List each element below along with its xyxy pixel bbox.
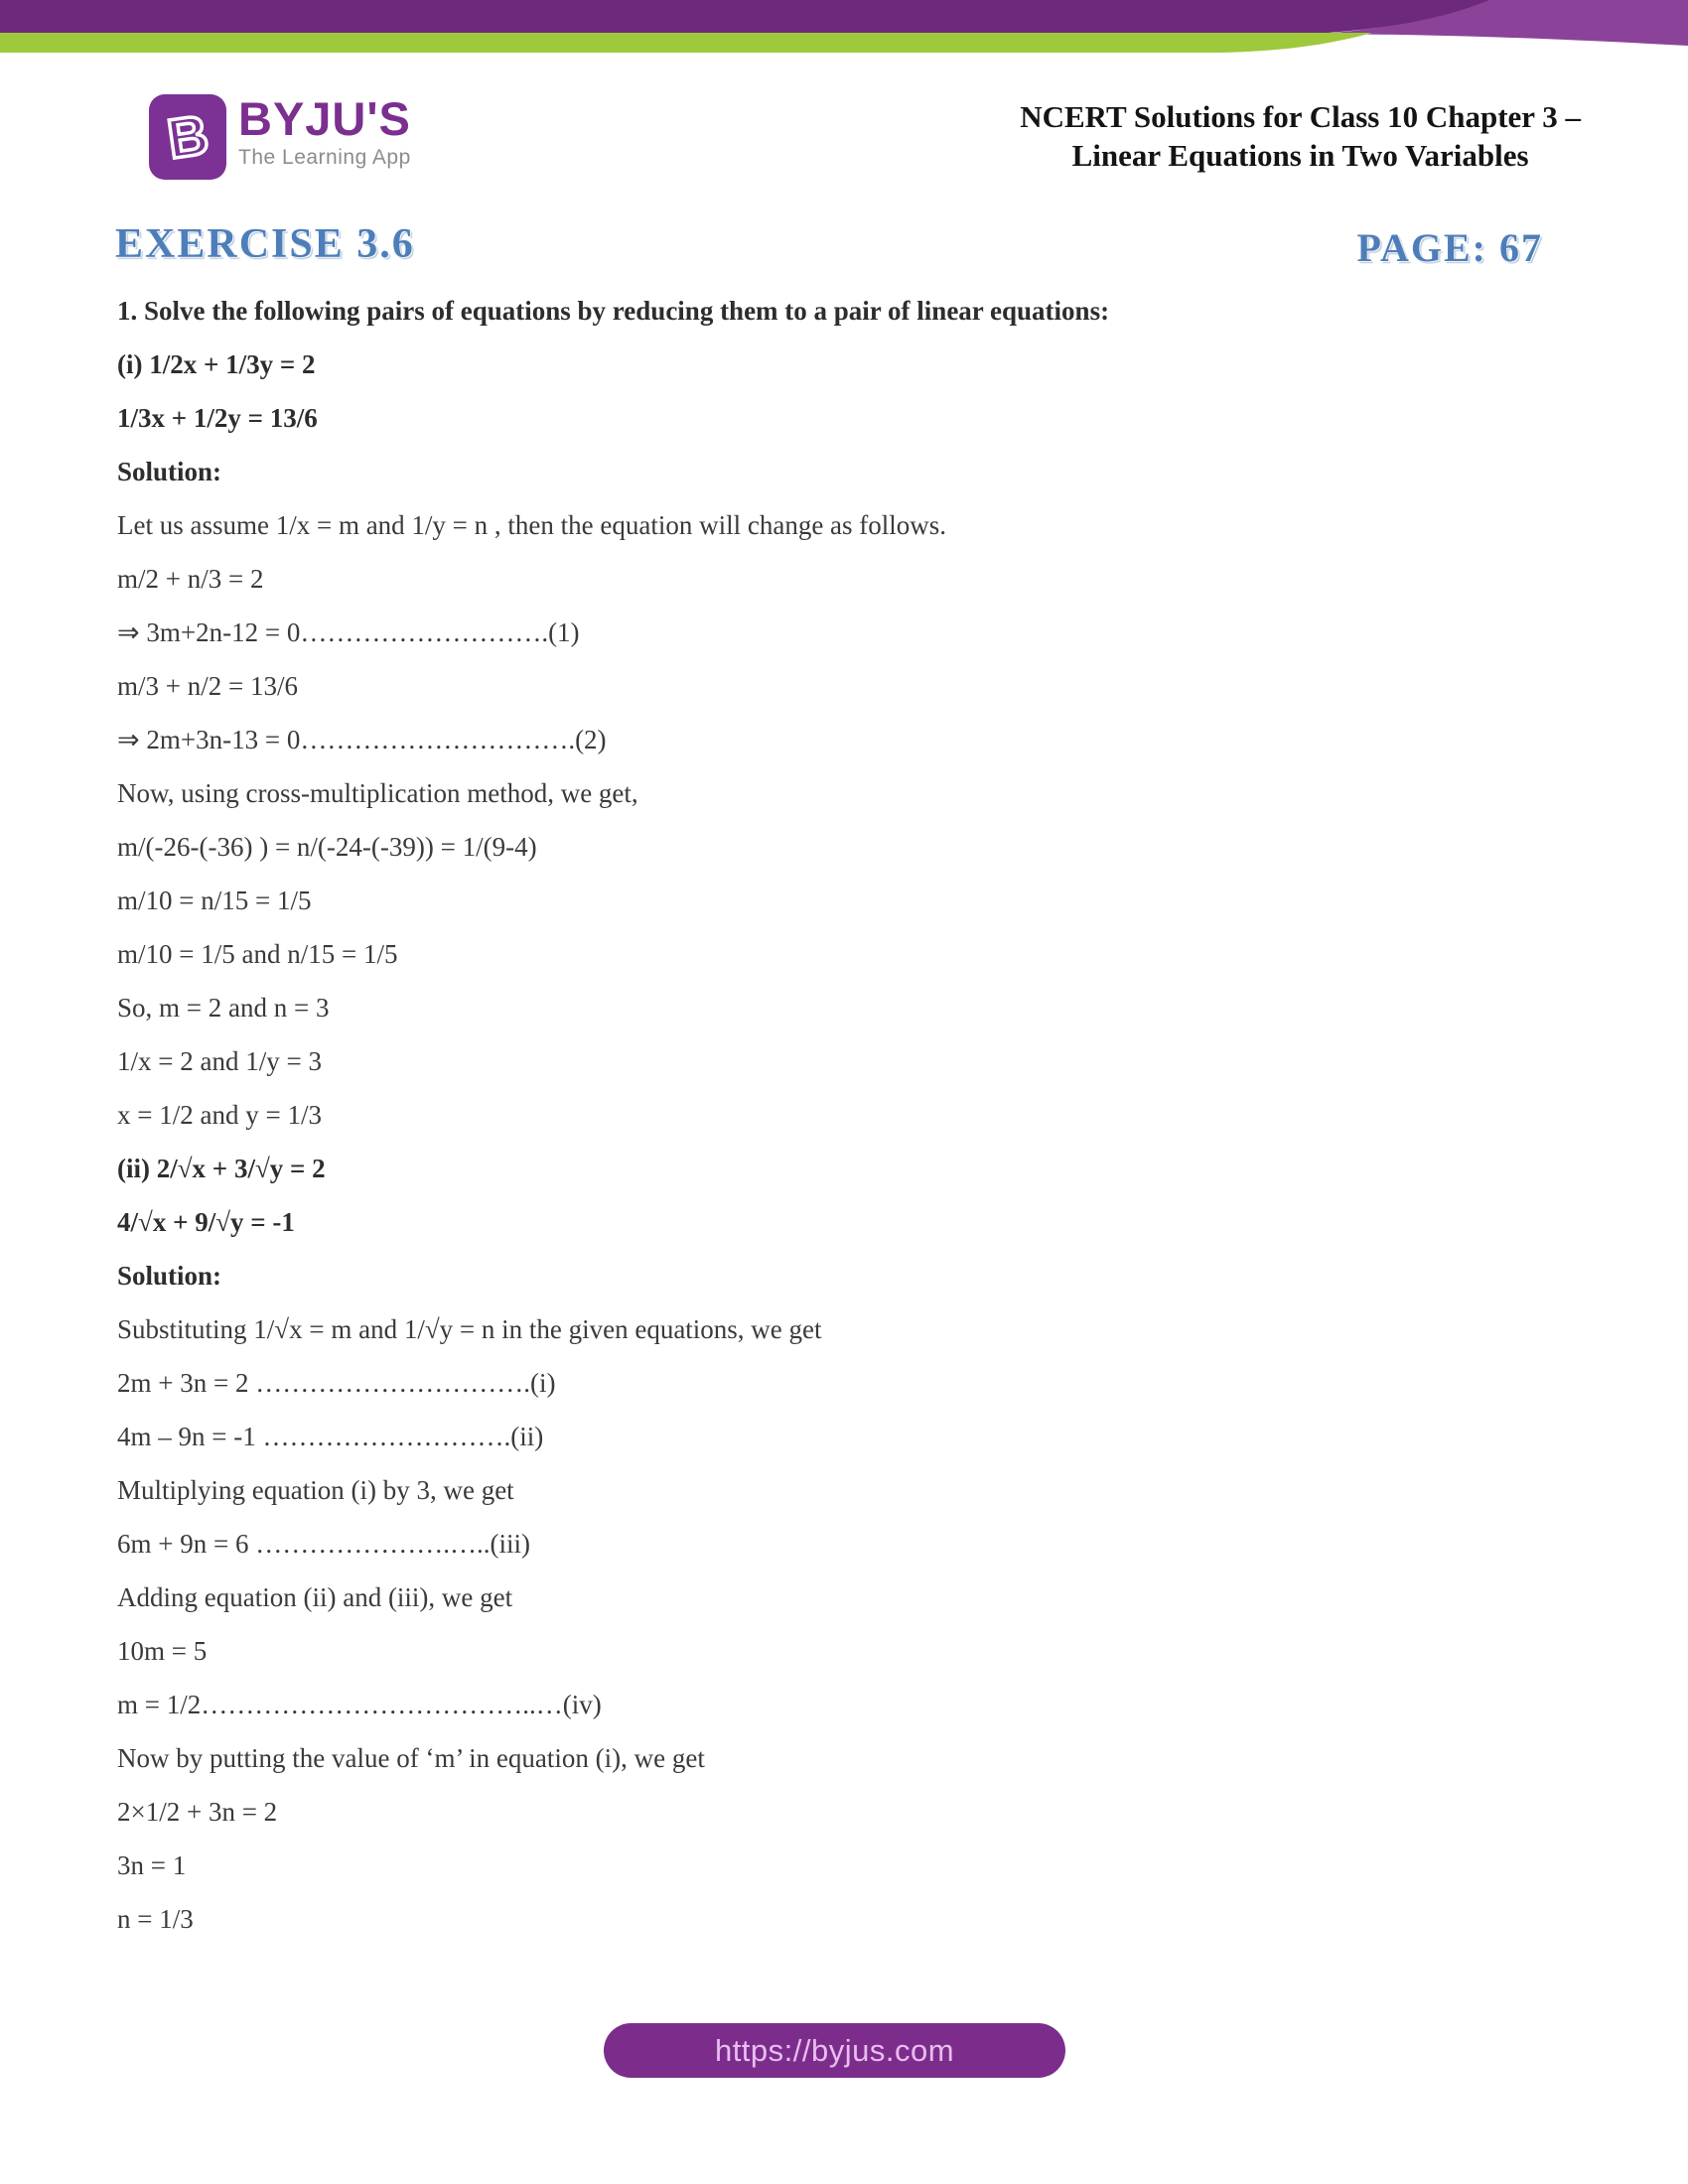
- brand-tagline: The Learning App: [238, 146, 411, 169]
- byjus-url-button[interactable]: https://byjus.com: [604, 2023, 1065, 2078]
- solution-line: 4/√x + 9/√y = -1: [117, 1207, 295, 1237]
- solution-line: (ii) 2/√x + 3/√y = 2: [117, 1154, 326, 1183]
- solution-line: Let us assume 1/x = m and 1/y = n , then the equation will change as follows.: [117, 510, 947, 540]
- solution-line: 1. Solve the following pairs of equations by reducing them to a pair of linear equations:: [117, 296, 1110, 326]
- solution-line: Adding equation (ii) and (iii), we get: [117, 1582, 513, 1612]
- solution-line: 1/x = 2 and 1/y = 3: [117, 1046, 322, 1076]
- solution-line: Multiplying equation (i) by 3, we get: [117, 1475, 514, 1505]
- solution-line: Solution:: [117, 457, 222, 486]
- solution-line: x = 1/2 and y = 1/3: [117, 1100, 322, 1130]
- solution-line: Solution:: [117, 1261, 222, 1291]
- solution-line: Now by putting the value of ‘m’ in equation (i), we get: [117, 1743, 705, 1773]
- solution-line: ⇒ 2m+3n-13 = 0………………………….(2): [117, 725, 607, 754]
- brand-name: BYJU'S: [238, 92, 411, 145]
- solution-line: 1/3x + 1/2y = 13/6: [117, 403, 318, 433]
- solution-line: m/(-26-(-36) ) = n/(-24-(-39)) = 1/(9-4): [117, 832, 537, 862]
- byjus-logo: [149, 94, 411, 180]
- document-title: [1020, 97, 1581, 175]
- solution-line: 2m + 3n = 2 ………………………….(i): [117, 1368, 556, 1398]
- solution-line: Substituting 1/√x = m and 1/√y = n in the given equations, we get: [117, 1314, 822, 1344]
- solution-line: m/2 + n/3 = 2: [117, 564, 264, 594]
- solution-line: So, m = 2 and n = 3: [117, 993, 330, 1023]
- solution-content: [117, 295, 1584, 1957]
- exercise-heading: EXERCISE 3.6: [115, 221, 415, 267]
- solution-line: 3n = 1: [117, 1850, 187, 1880]
- byjus-b-icon: [149, 94, 226, 180]
- solution-line: m/10 = n/15 = 1/5: [117, 886, 312, 915]
- solution-line: m/3 + n/2 = 13/6: [117, 671, 298, 701]
- solution-line: 6m + 9n = 6 ………………….…..(iii): [117, 1529, 530, 1559]
- byjus-b-glyph: B: [163, 102, 212, 171]
- solution-line: Now, using cross-multiplication method, we get,: [117, 778, 638, 808]
- solution-line: n = 1/3: [117, 1904, 194, 1934]
- page-header: [0, 0, 1688, 218]
- solution-line: m = 1/2………………………………..…(iv): [117, 1690, 602, 1719]
- solution-line: 10m = 5: [117, 1636, 208, 1666]
- solution-line: 2×1/2 + 3n = 2: [117, 1797, 278, 1827]
- document-title-line1: NCERT Solutions for Class 10 Chapter 3 –: [1020, 99, 1581, 134]
- solution-line: 4m – 9n = -1 ……………………….(ii): [117, 1422, 544, 1451]
- solution-line: ⇒ 3m+2n-12 = 0……………………….(1): [117, 617, 580, 647]
- solution-line: (i) 1/2x + 1/3y = 2: [117, 349, 316, 379]
- solution-line: m/10 = 1/5 and n/15 = 1/5: [117, 939, 398, 969]
- page-number-heading: PAGE: 67: [1356, 225, 1543, 270]
- logo-text: [238, 94, 411, 170]
- document-title-line2: Linear Equations in Two Variables: [1071, 138, 1529, 173]
